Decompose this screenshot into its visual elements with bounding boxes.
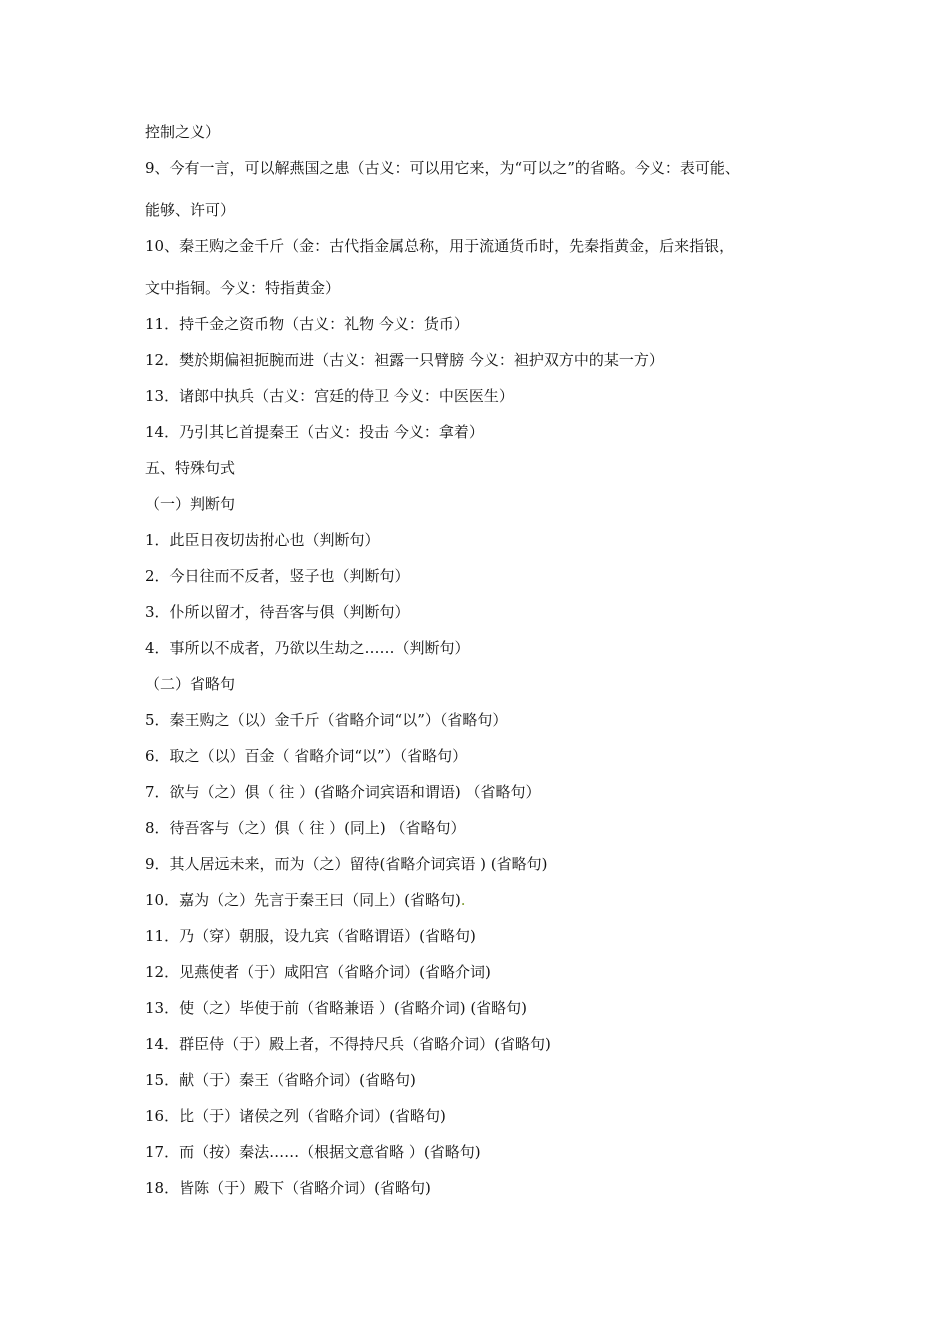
text-line: 12．樊於期偏袒扼腕而进（古义：袒露一只臂膀 今义：袒护双方中的某一方） [145, 351, 664, 369]
text-line: 11．持千金之资币物（古义：礼物 今义：货币） [145, 315, 469, 333]
text-line: 10、秦王购之金千斤（金：古代指金属总称，用于流通货币时，先秦指黄金，后来指银， [145, 237, 735, 255]
subsection-heading: （一）判断句 [145, 495, 236, 513]
text-line: 14．乃引其匕首提秦王（古义：投击 今义：拿着） [145, 423, 484, 441]
text-line: 1．此臣日夜切齿拊心也（判断句） [145, 531, 380, 549]
text-line: 13．诸郎中执兵（古义：宫廷的侍卫 今义：中医医生） [145, 387, 514, 405]
text-line: 2．今日往而不反者，竖子也（判断句） [145, 567, 410, 585]
text-line: 4．事所以不成者，乃欲以生劫之……（判断句） [145, 639, 470, 657]
text-line: 控制之义） [145, 123, 221, 141]
text-line: 12．见燕使者（于）咸阳宫（省略介词）(省略介词) [145, 963, 491, 981]
text-line: 13．使（之）毕使于前（省略兼语 ）(省略介词) (省略句) [145, 999, 528, 1017]
section-heading: 五、特殊句式 [145, 459, 236, 477]
document-body [145, 122, 845, 1214]
text-line: 6．取之（以）百金（ 省略介词“以”）（省略句） [145, 747, 468, 765]
green-dot-mark: . [460, 891, 466, 909]
text-line: 8．待吾客与（之）俱（ 往 ）(同上) （省略句） [145, 819, 466, 837]
text-line: 16．比（于）诸侯之列（省略介词）(省略句) [145, 1107, 446, 1125]
text-line: 能够、许可） [145, 201, 236, 219]
text-line: 文中指铜。今义：特指黄金） [145, 279, 341, 297]
subsection-heading: （二）省略句 [145, 675, 236, 693]
text-line: 15．献（于）秦王（省略介词）(省略句) [145, 1071, 416, 1089]
text-line: 7．欲与（之）俱（ 往 ）(省略介词宾语和谓语) （省略句） [145, 783, 541, 801]
text-line: 9．其人居远未来，而为（之）留待(省略介词宾语 ) (省略句) [145, 855, 548, 873]
text-line [145, 890, 845, 910]
text-line: 3．仆所以留才，待吾客与俱（判断句） [145, 603, 410, 621]
text-line: 11．乃（穿）朝服，设九宾（省略谓语）(省略句) [145, 927, 476, 945]
text-line: 5．秦王购之（以）金千斤（省略介词“以”）（省略句） [145, 711, 508, 729]
text-line-content: 10．嘉为（之）先言于秦王曰（同上）(省略句) [145, 891, 461, 909]
text-line: 18．皆陈（于）殿下（省略介词）(省略句) [145, 1179, 431, 1197]
text-line: 9、今有一言，可以解燕国之患（古义：可以用它来，为“可以之”的省略。今义：表可能、 [145, 159, 740, 177]
text-line: 14．群臣侍（于）殿上者，不得持尺兵（省略介词）(省略句) [145, 1035, 551, 1053]
text-line: 17．而（按）秦法……（根据文意省略 ）(省略句) [145, 1143, 481, 1161]
